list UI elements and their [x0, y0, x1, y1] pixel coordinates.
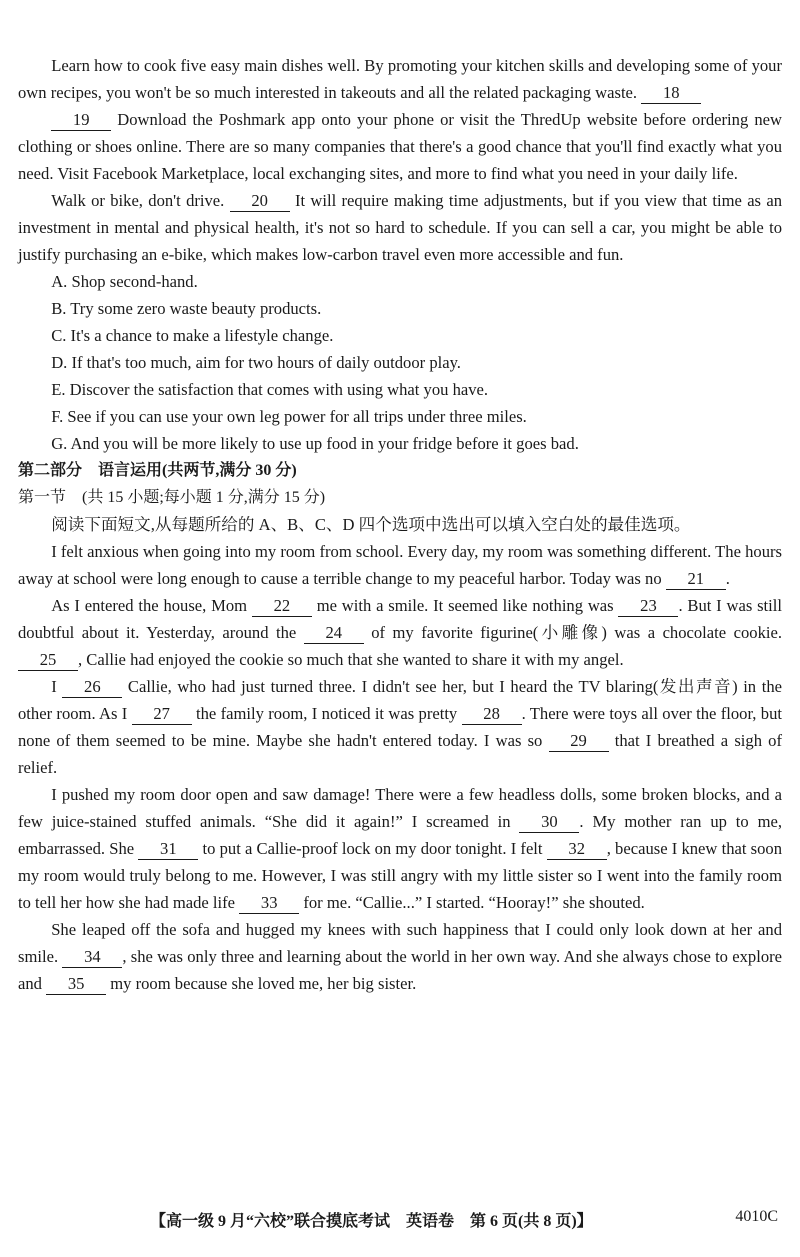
cloze-paragraph-4 [18, 781, 782, 916]
text: . There were toys all over the floor, but none of them seemed to be mine. Maybe she hadn't entered today. I was so [18, 704, 782, 750]
blank-32: 32 [547, 839, 607, 860]
footer-exam-info: 【高一级 9 月“六校”联合摸底考试 英语卷 第 6 页(共 8 页)】 [150, 1213, 593, 1230]
blank-19: 19 [51, 110, 111, 131]
blank-27: 27 [132, 704, 192, 725]
text: of my favorite figurine(小雕像) was a chocolate cookie. [363, 623, 782, 642]
option-g: G. And you will be more likely to use up food in your fridge before it goes bad. [51, 434, 579, 453]
blank-28: 28 [462, 704, 522, 725]
text: that I breathed a sigh of relief. [18, 731, 782, 777]
blank-34: 34 [62, 947, 122, 968]
option-a: A. Shop second-hand. [51, 272, 198, 291]
blank-35: 35 [46, 974, 106, 995]
text: As I entered the house, Mom [51, 596, 252, 615]
blank-25: 25 [18, 650, 78, 671]
option-d: D. If that's too much, aim for two hours of daily outdoor play. [51, 353, 461, 372]
text: . My mother ran up to me, embarrassed. She [18, 812, 782, 858]
text: It will require making time adjustments, but if you view that time as an investment in mental and physical health, it's not so hard to schedule. If you can sell a car, you might be able to justify purchasing an e-bike, which makes low-carbon travel even more accessible and fun. [18, 191, 782, 264]
cloze-paragraph-3 [18, 673, 782, 781]
blank-24: 24 [304, 623, 364, 644]
blank-22: 22 [252, 596, 312, 617]
blank-23: 23 [618, 596, 678, 617]
subsection-title: 第一节 (共 15 小题;每小题 1 分,满分 15 分) [18, 489, 326, 506]
text: I [51, 677, 63, 696]
text: , because I knew that soon my room would truly belong to me. However, I was still angry with my little sister so I went into the family room to tell her how she had made life [18, 839, 782, 912]
text: Download the Poshmark app onto your phone or visit the ThredUp website before ordering new clothing or shoes online. There are so many companies that there's a good chance that you'll find exactly what you need. Visit Facebook Marketplace, local exchanging sites, and more to find what you need in your daily life. [18, 110, 782, 183]
paragraph-18 [18, 52, 782, 106]
cloze-paragraph-1 [18, 538, 782, 592]
section-title: 第二部分 语言运用(共两节,满分 30 分) [18, 462, 297, 479]
paragraph-19 [18, 106, 782, 187]
text: Walk or bike, don't drive. [51, 191, 230, 210]
blank-30: 30 [519, 812, 579, 833]
cloze-paragraph-2 [18, 592, 782, 673]
blank-21: 21 [666, 569, 726, 590]
text: to put a Callie-proof lock on my door tonight. I felt [198, 839, 547, 858]
option-c: C. It's a chance to make a lifestyle change. [51, 326, 334, 345]
blank-29: 29 [549, 731, 609, 752]
text: I pushed my room door open and saw damage! There were a few headless dolls, some broken blocks, and a few juice-stained stuffed animals. “She did it again!” I screamed in [18, 785, 782, 831]
option-f: F. See if you can use your own leg power for all trips under three miles. [51, 407, 527, 426]
option-b: B. Try some zero waste beauty products. [51, 299, 322, 318]
text: , Callie had enjoyed the cookie so much that she wanted to share it with my angel. [78, 650, 624, 669]
text: Learn how to cook five easy main dishes well. By promoting your kitchen skills and developing some of your own recipes, you won't be so much interested in takeouts and all the related packaging waste. [18, 56, 782, 102]
text: , she was only three and learning about the world in her own way. And she always chose to explore and [18, 947, 783, 993]
text: Callie, who had just turned three. I didn't see her, but I heard the TV blaring(发出声音) in the other room. As I [18, 677, 782, 723]
footer-code: 4010C [735, 1208, 778, 1225]
text: for me. “Callie...” I started. “Hooray!” she shouted. [299, 893, 645, 912]
text: . [725, 569, 730, 588]
blank-26: 26 [62, 677, 122, 698]
text: . But I was still doubtful about it. Yesterday, around the [18, 596, 782, 642]
option-e: E. Discover the satisfaction that comes with using what you have. [51, 380, 489, 399]
text: I felt anxious when going into my room from school. Every day, my room was something different. The hours away at school were long enough to cause a terrible change to my peaceful harbor. Today was no [18, 542, 782, 588]
blank-31: 31 [138, 839, 198, 860]
text: the family room, I noticed it was pretty [191, 704, 462, 723]
instruction: 阅读下面短文,从每题所给的 A、B、C、D 四个选项中选出可以填入空白处的最佳选项。 [51, 515, 691, 534]
paragraph-20 [18, 187, 782, 268]
blank-20: 20 [230, 191, 290, 212]
text: my room because she loved me, her big sister. [106, 974, 417, 993]
cloze-paragraph-5 [18, 916, 782, 997]
text: She leaped off the sofa and hugged my knees with such happiness that I could only look down at her and smile. [18, 920, 782, 966]
text: me with a smile. It seemed like nothing was [311, 596, 619, 615]
blank-18: 18 [641, 83, 701, 104]
blank-33: 33 [239, 893, 299, 914]
